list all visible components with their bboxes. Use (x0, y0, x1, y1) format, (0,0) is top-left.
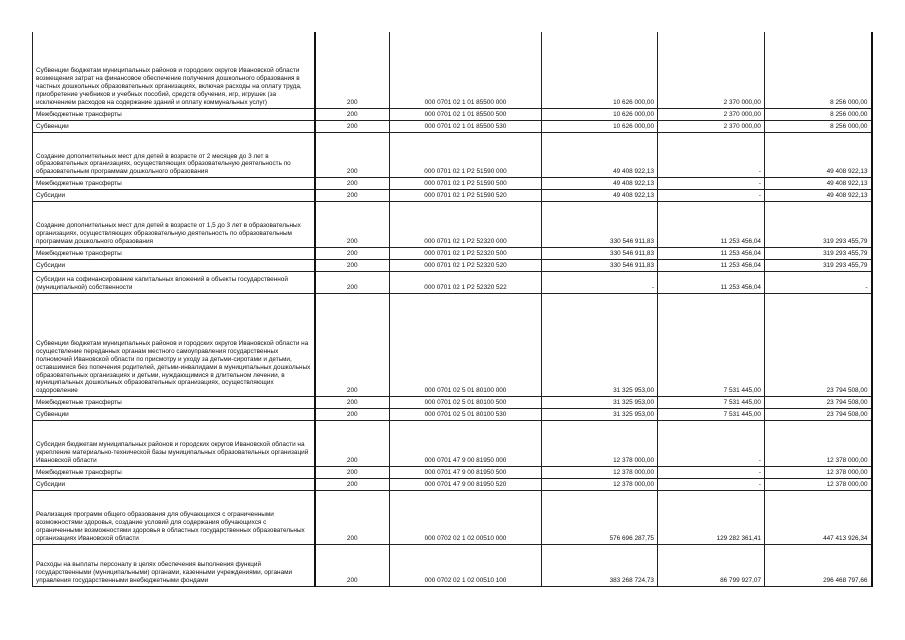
spacer-cell (658, 421, 765, 429)
row-name-cell: Субсидия бюджетам муниципальных районов и городских округов Ивановской области на укрепление материально-технической базы муниципальных образовательных организаций Ивановской области (33, 428, 315, 466)
row-executed-amount-cell: 11 253 456,04 (658, 271, 765, 293)
spacer-cell (765, 132, 872, 140)
row-unexecuted-amount-cell: 23 794 508,00 (765, 397, 872, 409)
row-name-cell: Субвенции бюджетам муниципальных районов и городских округов Ивановской области на осуществление переданных органам местного самоуправления государственных полномочий Ивановской области по присмотру и уходу за детьми-сиротами и детьми, оставшимися без попечения родителей, детьми-инвалидами в муниципальных дошкольных образовательных организациях и детьми, нуждающимися в длительном лечении, в муниципальных дошкольных образовательных организациях, осуществляющих оздоровление (33, 301, 315, 397)
row-approved-amount-cell: 31 325 953,00 (542, 409, 658, 421)
row-budget-code-cell: 000 0701 47 9 00 81950 520 (390, 478, 542, 490)
row-approved-amount-cell: 330 546 911,83 (542, 259, 658, 271)
row-unexecuted-amount-cell: 23 794 508,00 (765, 301, 872, 397)
row-approved-amount-cell: 10 626 000,00 (542, 32, 658, 108)
table-row (33, 301, 872, 397)
row-budget-code-cell: 000 0701 02 1 P2 51590 520 (390, 190, 542, 202)
table-body (33, 32, 872, 586)
row-approved-amount-cell: 12 378 000,00 (542, 478, 658, 490)
row-unexecuted-amount-cell: 23 794 508,00 (765, 409, 872, 421)
row-budget-code-cell: 000 0701 47 9 00 81950 500 (390, 466, 542, 478)
spacer-cell (658, 202, 765, 210)
table-spacer-row (33, 132, 872, 140)
spacer-cell (33, 421, 315, 429)
row-budget-code-cell: 000 0701 02 1 P2 52320 500 (390, 247, 542, 259)
row-budget-code-cell: 000 0701 02 5 01 80100 500 (390, 397, 542, 409)
spacer-cell (542, 293, 658, 301)
row-approved-amount-cell: 576 696 287,75 (542, 490, 658, 544)
row-executed-amount-cell: 11 253 456,04 (658, 247, 765, 259)
spacer-cell (390, 421, 542, 429)
row-unexecuted-amount-cell: 447 413 926,34 (765, 490, 872, 544)
row-executed-amount-cell: 7 531 445,00 (658, 301, 765, 397)
spacer-cell (315, 293, 390, 301)
row-unexecuted-amount-cell: 12 378 000,00 (765, 428, 872, 466)
table-row (33, 178, 872, 190)
row-executed-amount-cell: 11 253 456,04 (658, 259, 765, 271)
budget-table-page (32, 32, 871, 587)
row-approved-amount-cell: 330 546 911,83 (542, 247, 658, 259)
row-approved-amount-cell: 10 626 000,00 (542, 120, 658, 132)
row-budget-code-cell: 000 0701 02 1 P2 52320 522 (390, 271, 542, 293)
spacer-cell (765, 293, 872, 301)
row-line-code-cell: 200 (315, 490, 390, 544)
row-budget-code-cell: 000 0701 02 1 01 85500 530 (390, 120, 542, 132)
row-line-code-cell: 200 (315, 478, 390, 490)
row-name-cell: Субвенции (33, 120, 315, 132)
row-approved-amount-cell: 31 325 953,00 (542, 301, 658, 397)
spacer-cell (390, 293, 542, 301)
row-unexecuted-amount-cell: 49 408 922,13 (765, 190, 872, 202)
spacer-cell (390, 132, 542, 140)
row-name-cell: Межбюджетные трансферты (33, 247, 315, 259)
row-budget-code-cell: 000 0702 02 1 02 00510 100 (390, 544, 542, 586)
row-executed-amount-cell: - (658, 466, 765, 478)
row-unexecuted-amount-cell: 49 408 922,13 (765, 140, 872, 178)
row-unexecuted-amount-cell: 319 293 455,79 (765, 209, 872, 247)
row-budget-code-cell: 000 0701 47 9 00 81950 000 (390, 428, 542, 466)
row-unexecuted-amount-cell: 8 256 000,00 (765, 32, 872, 108)
row-executed-amount-cell: - (658, 140, 765, 178)
row-line-code-cell: 200 (315, 466, 390, 478)
row-budget-code-cell: 000 0701 02 1 P2 51590 000 (390, 140, 542, 178)
spacer-cell (658, 132, 765, 140)
spacer-cell (542, 132, 658, 140)
spacer-cell (315, 202, 390, 210)
spacer-cell (542, 421, 658, 429)
row-budget-code-cell: 000 0701 02 1 P2 51590 500 (390, 178, 542, 190)
row-name-cell: Межбюджетные трансферты (33, 466, 315, 478)
table-row (33, 247, 872, 259)
row-executed-amount-cell: 129 282 361,41 (658, 490, 765, 544)
row-name-cell: Субвенции бюджетам муниципальных районов и городских округов Ивановской области возмещения затрат на финансовое обеспечение получения дошкольного образования в частных дошкольных образовательных организациях, включая расходы на оплату труда, приобретение учебников и учебных пособий, средств обучения, игр, игрушек (за исключением расходов на содержание зданий и оплату коммунальных услуг) (33, 32, 315, 108)
table-row (33, 409, 872, 421)
row-unexecuted-amount-cell: 296 468 797,66 (765, 544, 872, 586)
row-name-cell: Реализация программ общего образования для обучающихся с ограниченными возможностями здоровья, создание условий для содержания обучающихся с ограниченными возможностями здоровья в областных государственных образовательных организациях Ивановской области (33, 490, 315, 544)
row-line-code-cell: 200 (315, 209, 390, 247)
row-approved-amount-cell: 10 626 000,00 (542, 108, 658, 120)
row-name-cell: Субсидии на софинансирование капитальных вложений в объекты государственной (муниципальной) собственности (33, 271, 315, 293)
row-approved-amount-cell: 31 325 953,00 (542, 397, 658, 409)
row-executed-amount-cell: 7 531 445,00 (658, 397, 765, 409)
table-row (33, 490, 872, 544)
spacer-cell (390, 202, 542, 210)
row-name-cell: Межбюджетные трансферты (33, 178, 315, 190)
row-line-code-cell: 200 (315, 32, 390, 108)
table-spacer-row (33, 202, 872, 210)
row-budget-code-cell: 000 0701 02 5 01 80100 000 (390, 301, 542, 397)
row-budget-code-cell: 000 0701 02 1 01 85500 000 (390, 32, 542, 108)
row-executed-amount-cell: - (658, 428, 765, 466)
row-line-code-cell: 200 (315, 108, 390, 120)
row-unexecuted-amount-cell: 8 256 000,00 (765, 120, 872, 132)
row-executed-amount-cell: 2 370 000,00 (658, 120, 765, 132)
row-budget-code-cell: 000 0701 02 1 P2 52320 000 (390, 209, 542, 247)
row-approved-amount-cell: 49 408 922,13 (542, 140, 658, 178)
row-line-code-cell: 200 (315, 120, 390, 132)
spacer-cell (33, 132, 315, 140)
row-name-cell: Расходы на выплаты персоналу в целях обеспечения выполнения функций государственными (муниципальными) органами, казенными учреждениями, органами управления государственными внебюджетными фондами (33, 544, 315, 586)
row-executed-amount-cell: - (658, 190, 765, 202)
row-approved-amount-cell: 12 378 000,00 (542, 466, 658, 478)
spacer-cell (33, 202, 315, 210)
row-budget-code-cell: 000 0702 02 1 02 00510 000 (390, 490, 542, 544)
row-line-code-cell: 200 (315, 409, 390, 421)
row-line-code-cell: 200 (315, 259, 390, 271)
row-approved-amount-cell: 12 378 000,00 (542, 428, 658, 466)
table-row (33, 259, 872, 271)
row-line-code-cell: 200 (315, 190, 390, 202)
table-row (33, 209, 872, 247)
spacer-cell (765, 421, 872, 429)
row-line-code-cell: 200 (315, 301, 390, 397)
table-row (33, 478, 872, 490)
row-unexecuted-amount-cell: 12 378 000,00 (765, 478, 872, 490)
row-budget-code-cell: 000 0701 02 1 P2 52320 520 (390, 259, 542, 271)
row-unexecuted-amount-cell: 12 378 000,00 (765, 466, 872, 478)
row-unexecuted-amount-cell: 8 256 000,00 (765, 108, 872, 120)
table-row (33, 190, 872, 202)
row-name-cell: Субсидии (33, 478, 315, 490)
table-row (33, 544, 872, 586)
row-executed-amount-cell: 2 370 000,00 (658, 32, 765, 108)
spacer-cell (33, 293, 315, 301)
row-executed-amount-cell: 86 799 927,07 (658, 544, 765, 586)
budget-execution-table (32, 32, 873, 587)
table-spacer-row (33, 293, 872, 301)
row-approved-amount-cell: 49 408 922,13 (542, 190, 658, 202)
table-row (33, 32, 872, 108)
table-row (33, 271, 872, 293)
row-line-code-cell: 200 (315, 178, 390, 190)
table-spacer-row (33, 421, 872, 429)
row-budget-code-cell: 000 0701 02 5 01 80100 530 (390, 409, 542, 421)
row-name-cell: Субсидии (33, 259, 315, 271)
row-approved-amount-cell: - (542, 271, 658, 293)
table-row (33, 120, 872, 132)
spacer-cell (315, 132, 390, 140)
table-row (33, 140, 872, 178)
spacer-cell (765, 202, 872, 210)
row-name-cell: Субсидии (33, 190, 315, 202)
row-executed-amount-cell: 2 370 000,00 (658, 108, 765, 120)
row-executed-amount-cell: - (658, 178, 765, 190)
row-name-cell: Субвенции (33, 409, 315, 421)
row-unexecuted-amount-cell: 319 293 455,79 (765, 247, 872, 259)
row-line-code-cell: 200 (315, 140, 390, 178)
row-name-cell: Межбюджетные трансферты (33, 397, 315, 409)
row-unexecuted-amount-cell: 49 408 922,13 (765, 178, 872, 190)
table-row (33, 397, 872, 409)
row-line-code-cell: 200 (315, 397, 390, 409)
row-line-code-cell: 200 (315, 544, 390, 586)
row-name-cell: Межбюджетные трансферты (33, 108, 315, 120)
row-line-code-cell: 200 (315, 428, 390, 466)
row-unexecuted-amount-cell: 319 293 455,79 (765, 259, 872, 271)
row-approved-amount-cell: 49 408 922,13 (542, 178, 658, 190)
table-row (33, 466, 872, 478)
row-line-code-cell: 200 (315, 271, 390, 293)
table-row (33, 108, 872, 120)
row-executed-amount-cell: 11 253 456,04 (658, 209, 765, 247)
row-executed-amount-cell: - (658, 478, 765, 490)
spacer-cell (542, 202, 658, 210)
spacer-cell (315, 421, 390, 429)
row-name-cell: Создание дополнительных мест для детей в возрасте от 1,5 до 3 лет в образовательных организациях, осуществляющих образовательную деятельность по образовательным программам дошкольного образования (33, 209, 315, 247)
row-budget-code-cell: 000 0701 02 1 01 85500 500 (390, 108, 542, 120)
row-executed-amount-cell: 7 531 445,00 (658, 409, 765, 421)
row-approved-amount-cell: 330 546 911,83 (542, 209, 658, 247)
spacer-cell (658, 293, 765, 301)
row-line-code-cell: 200 (315, 247, 390, 259)
row-unexecuted-amount-cell: - (765, 271, 872, 293)
row-name-cell: Создание дополнительных мест для детей в возрасте от 2 месяцев до 3 лет в образовательных организациях, осуществляющих образовательную деятельность по образовательным программам дошкольного образования (33, 140, 315, 178)
row-approved-amount-cell: 383 268 724,73 (542, 544, 658, 586)
table-row (33, 428, 872, 466)
